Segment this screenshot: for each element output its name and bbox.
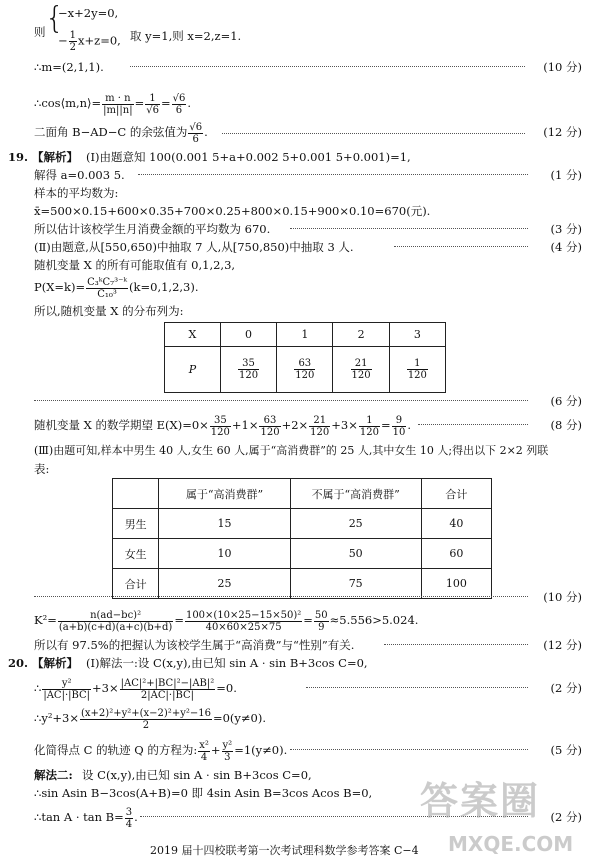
q20-equation-2: ∴y²+3× $\frac{\text{(x+2)²+y²+(x−2)²+y²−16}}{2}$ =0(y≠0). xyxy=(34,707,266,731)
q19-line-6: (Ⅱ)由题意,从[550,650)中抽取 7 人,从[750,850)中抽取 3 人. (4 分) xyxy=(34,240,582,254)
q19-probability-formula: P(X=k)= $\frac{\text{C₃ᵏC₇³⁻ᵏ}}{\text{C₁₀³}}$ (k=0,1,2,3). xyxy=(34,276,199,300)
analysis-tag: 【解析】 xyxy=(32,656,78,670)
q19-line-12: (Ⅲ)由题可知,样本中男生 40 人,女生 60 人,属于“高消费群”的 25 人,其中女生 10 人;得出以下 2×2 列联 xyxy=(34,444,549,457)
score: (6 分) xyxy=(550,394,582,408)
table-cell: 男生 xyxy=(113,509,159,539)
q19-line-13: 表: xyxy=(34,462,50,476)
table-cell: 属于“高消费群” xyxy=(159,479,290,509)
score: (10 分) xyxy=(543,60,582,74)
table-row xyxy=(113,539,492,569)
q19-line-3: 样本的平均数为: xyxy=(34,186,119,200)
table-cell: 25 xyxy=(159,569,290,599)
q19-line-2: 解得 a=0.003 5. (1 分) xyxy=(34,168,582,182)
table-cell: $\frac{35}{120}$ xyxy=(220,347,276,393)
table-cell: 50 xyxy=(290,539,421,569)
equation-row-2: − $\frac{1}{2}$ x+z=0, xyxy=(58,30,121,53)
table-cell: 1 xyxy=(277,323,333,347)
score: (10 分) xyxy=(543,590,582,604)
score: (1 分) xyxy=(550,168,582,182)
q20-method2-line-2: ∴sin Asin B−3cos(A+B)=0 即 4sin Asin B=3cos Acos B=0, xyxy=(34,786,373,800)
table-row xyxy=(113,479,492,509)
table-row xyxy=(113,509,492,539)
q19-line-9: 所以,随机变量 X 的分布列为: xyxy=(34,304,184,318)
score: (8 分) xyxy=(550,418,582,432)
q19-line-1: 19. 【解析】 (Ⅰ)由题意知 100(0.001 5+a+0.002 5+0.001 5+0.001)=1, xyxy=(8,150,411,164)
analysis-tag: 【解析】 xyxy=(32,150,78,164)
equation-row-1: −x+2y=0, xyxy=(58,6,119,20)
table-cell: 15 xyxy=(159,509,290,539)
page-footer: 2019 届十四校联考第一次考试理科数学参考答案 C−4 xyxy=(150,844,419,857)
q19-conclusion-line: 所以有 97.5%的把握认为该校学生属于“高消费”与“性别”有关. (12 分) xyxy=(34,638,582,652)
table-cell: 女生 xyxy=(113,539,159,569)
distribution-table xyxy=(164,322,446,393)
score: (12 分) xyxy=(543,638,582,652)
table-cell: 合计 xyxy=(421,479,491,509)
dihedral-line: 二面角 B−AD−C 的余弦值为 $\frac{√6}{6}$ . (12 分) xyxy=(34,121,582,145)
table-cell: $\frac{21}{120}$ xyxy=(333,347,389,393)
table-cell: 75 xyxy=(290,569,421,599)
score: (4 分) xyxy=(550,240,582,254)
q20-method2-line-3: ∴tan A · tan B= $\frac{3}{4}$ . (2 分) xyxy=(0,804,592,830)
table-row xyxy=(165,347,446,393)
contingency-table xyxy=(112,478,492,599)
m-vector-line: ∴m=(2,1,1). (10 分) xyxy=(34,60,582,74)
q19-expectation-line: 随机变量 X 的数学期望 E(X)=0× $\frac{35}{120}$ +1× $\frac{63}{120}$ +2× $\frac{21}{120}$ +3× $\frac{1}{120}$ = $\frac{9}{10}$ . (8 分) xyxy=(0,412,592,438)
table-cell: $\frac{63}{120}$ xyxy=(277,347,333,393)
table-cell: 40 xyxy=(421,509,491,539)
system-conclusion: 取 y=1,则 x=2,z=1. xyxy=(130,29,242,43)
question-number: 19. xyxy=(8,150,29,164)
table-cell: $\frac{1}{120}$ xyxy=(389,347,445,393)
q19-line-7: 随机变量 X 的所有可能取值有 0,1,2,3, xyxy=(34,258,236,272)
distribution-score-line xyxy=(0,392,592,410)
cosine-line: ∴cos⟨m,n⟩= $\frac{m \cdot n}{|m||n|}$ = $\frac{1}{√6}$ = $\frac{√6}{6}$ . xyxy=(34,92,191,116)
q19-line-5: 所以估计该校学生月消费金额的平均数为 670. (3 分) xyxy=(34,222,582,236)
score: (2 分) xyxy=(550,810,582,824)
table-cell: X xyxy=(165,323,221,347)
watermark-logo: 答案圈 xyxy=(420,779,541,823)
q19-mean-formula: x̄=500×0.15+600×0.35+700×0.25+800×0.15+900×0.10=670(元). xyxy=(34,204,431,218)
chi-square-line: K²= $\frac{\text{n(ad−bc)²}}{(a+b)(c+d)(a+c)(b+d)}$ = $\frac{\text{100×(10×25−15×50)²}}{40\times 60\times 25\times 75}$ = $\frac{50}{9}$ ≈5.556>5.024. xyxy=(34,609,419,633)
table-cell: 合计 xyxy=(113,569,159,599)
table-row xyxy=(165,323,446,347)
table-cell: P xyxy=(165,347,221,393)
q20-method2-line-1: 解法二: 设 C(x,y),由已知 sin A · sin B+3cos C=0, xyxy=(34,768,312,782)
left-brace: { xyxy=(45,1,65,36)
contingency-score-line xyxy=(0,588,592,606)
table-cell: 不属于“高消费群” xyxy=(290,479,421,509)
q20-trajectory-line: 化简得点 C 的轨迹 Q 的方程为: $\frac{\text{x²}}{4}$ + $\frac{\text{y²}}{3}$ =1(y≠0). (5 分) xyxy=(0,736,592,764)
system-prefix: 则 xyxy=(34,25,46,39)
score: (5 分) xyxy=(550,743,582,757)
table-cell: 100 xyxy=(421,569,491,599)
table-cell: 0 xyxy=(220,323,276,347)
score: (12 分) xyxy=(543,125,582,139)
watermark-url: MXQE.COM xyxy=(448,832,574,856)
table-cell: 2 xyxy=(333,323,389,347)
score: (3 分) xyxy=(550,222,582,236)
table-cell: 10 xyxy=(159,539,290,569)
q20-equation-1: ∴ $\frac{\text{y²}}{|AC|\cdot|BC|}$ +3× $\frac{\text{|AC|²+|BC|²−|AB|²}}{2|AC|\cdot|BC|}$ =0. (2 分) xyxy=(0,674,592,702)
question-number: 20. xyxy=(8,656,29,670)
q20-line-1: 20. 【解析】 (Ⅰ)解法一:设 C(x,y),由已知 sin A · sin B+3cos C=0, xyxy=(8,656,368,670)
table-cell: 3 xyxy=(389,323,445,347)
table-cell: 60 xyxy=(421,539,491,569)
table-cell xyxy=(113,479,159,509)
score: (2 分) xyxy=(550,681,582,695)
table-cell: 25 xyxy=(290,509,421,539)
